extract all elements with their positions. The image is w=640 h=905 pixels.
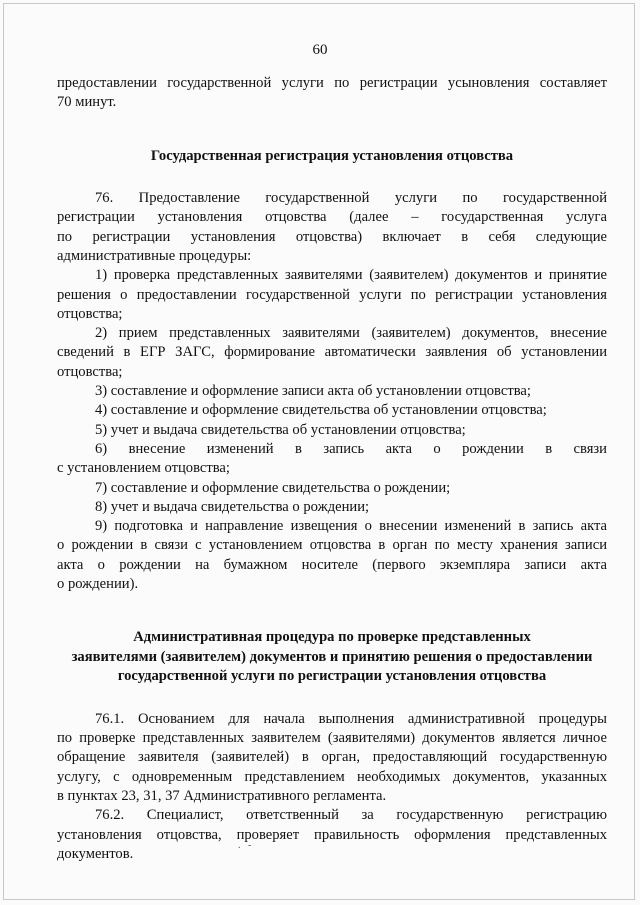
paragraph-76 (57, 189, 607, 266)
paragraph-line: обращение заявителя (заявителей) в орган, предоставляющий государственную (57, 749, 607, 766)
list-item-line: 3) составление и оформление записи акта об установлении отцовства; (95, 383, 531, 400)
page-number: 60 (312, 42, 328, 58)
list-item (57, 421, 607, 440)
list-item-line: 1) проверка представленных заявителями (заявителем) документов и принятие (95, 267, 607, 284)
section-title: Государственная регистрация установления отцовства (150, 147, 514, 164)
list-item-line: 9) подготовка и направление извещения о внесении изменений в запись акта (95, 518, 607, 535)
list-item-line: 2) прием представленных заявителями (заявителем) документов, внесение (95, 325, 607, 342)
list-item (57, 479, 607, 498)
paragraph-line: услугу, с одновременным представлением необходимых документов, указанных (57, 768, 607, 785)
list-item (57, 498, 607, 517)
list-item-line: акта о рождении на бумажном носителе (первого экземпляра записи акта (57, 556, 607, 573)
list-item (57, 324, 607, 382)
procedure-list (57, 266, 607, 594)
list-item-line: о рождении). (57, 576, 139, 593)
paragraph-76-1 (57, 710, 607, 806)
list-item (57, 517, 607, 594)
intro-line: предоставлении государственной услуги по регистрации усыновления составляет (57, 75, 607, 91)
list-item-line: отцовства; (57, 305, 123, 322)
intro-line: 70 минут. (57, 94, 117, 111)
paragraph-line: 76.1. Основанием для начала выполнения административной процедуры (95, 710, 607, 727)
list-item-line: сведений в ЕГР ЗАГС, формирование автоматически заявления об установлении (57, 344, 607, 361)
list-item-line: отцовства; (57, 363, 123, 380)
paragraph-line: установления отцовства, проверяет правильность оформления представленных (57, 826, 607, 843)
paragraph-line: административные процедуры: (57, 247, 252, 264)
document-body (57, 74, 607, 864)
list-item (57, 440, 607, 479)
list-item-line: решения о предоставлении государственной услуги по регистрации установления (57, 286, 607, 303)
paragraph-line: в пунктах 23, 31, 37 Административного регламента. (57, 788, 387, 805)
list-item (57, 382, 607, 401)
procedure-title-line: государственной услуги по регистрации установления отцовства (117, 668, 547, 685)
list-item-line: 5) учет и выдача свидетельства об установлении отцовства; (95, 421, 466, 438)
list-item-line: 7) составление и оформление свидетельства о рождении; (95, 479, 451, 496)
paragraph-line: документов. (57, 845, 134, 862)
procedure-title-line: заявителями (заявителем) документов и принятию решения о предоставлении (71, 648, 593, 665)
list-item-line: 6) внесение изменений в запись акта о рождении в связи (95, 440, 607, 457)
list-item (57, 266, 607, 324)
procedure-title-line: Административная процедура по проверке представленных (133, 629, 531, 646)
list-item-line: 4) составление и оформление свидетельства об установлении отцовства; (95, 402, 547, 419)
procedure-title (57, 628, 607, 687)
list-item-line: с установлением отцовства; (57, 460, 230, 477)
list-item-line: 8) учет и выдача свидетельства о рождении; (95, 498, 370, 515)
paragraph-76-2 (57, 806, 607, 864)
paragraph-line: по проверке представленных заявителем (заявителями) документов является личное (57, 730, 607, 747)
paragraph-line: по регистрации установления отцовства) включает в себя следующие (57, 228, 607, 245)
paragraph-line: 76.2. Специалист, ответственный за государственную регистрацию (95, 807, 607, 824)
paragraph-line: 76. Предоставление государственной услуги по государственной (95, 190, 607, 207)
list-item (57, 401, 607, 420)
list-item-line: о рождении в связи с установлением отцовства в орган по месту хранения записи (57, 537, 607, 554)
paragraph-line: регистрации установления отцовства (далее – государственная услуга (57, 209, 607, 226)
scan-artifact: . ‑ (238, 840, 252, 851)
